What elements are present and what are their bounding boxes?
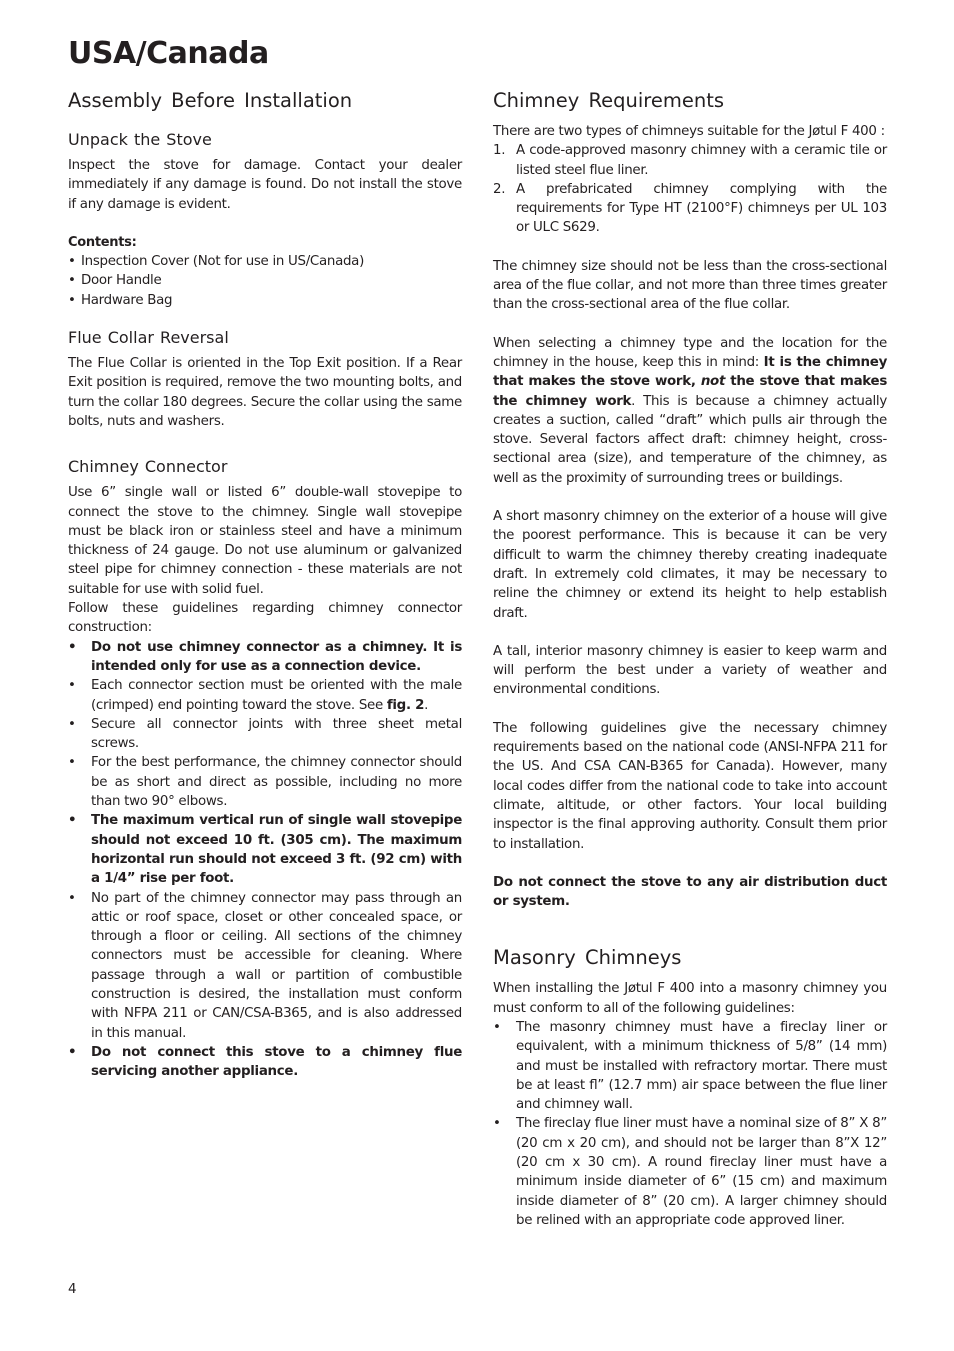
list-item: • Each connector section must be oriented with the male (crimped) end pointing toward the stove. See fig. 2. bbox=[68, 678, 462, 713]
section-title-masonry-chimneys: Masonry Chimneys bbox=[493, 946, 682, 970]
list-item: • The masonry chimney must have a fireclay liner or equivalent, with a minimum thickness of 5/8” (14 mm) and must be installed with refractory mortar. There must be at least ﬂ” (12.7 mm) air space between the flue liner and chimney wall. bbox=[493, 1019, 887, 1113]
list-item: • The fireclay flue liner must have a nominal size of 8” X 8” (20 cm x 20 cm), and should not be larger than 8”X 12” (20 cm x 30 cm). A round fireclay liner must have a minimum inside diameter of 6” (15 cm) and maximum inside diameter of 8” (20 cm). A larger chimney should be relined with an appropriate code approved liner. bbox=[493, 1116, 887, 1228]
connector-paragraph-1: Use 6” single wall or listed 6” double-wall stovepipe to connect the stove to the chimney. Single wall stovepipe must be black iron or stainless steel and have a minimum thickness of 24 gauge. Do not use aluminum or galvanized steel pipe for chimney connection - these materials are not suitable for use with solid fuel. bbox=[68, 485, 462, 597]
list-item: • Door Handle bbox=[68, 273, 162, 289]
unpack-text: Inspect the stove for damage. Contact your dealer immediately if any damage is found. Do not install the stove if any damage is evident. bbox=[68, 158, 462, 212]
list-item: • Inspection Cover (Not for use in US/Canada) bbox=[68, 254, 365, 270]
list-item: • For the best performance, the chimney connector should be as short and direct as possible, including no more than two 90° elbows. bbox=[68, 755, 462, 810]
list-item: • No part of the chimney connector may pass through an attic or roof space, closet or other concealed space, or through a floor or ceiling. All sections of the chimney connectors must be accessible for cleaning. Where passage through a wall or partition of combustible construction is desired, the installation must conform with NFPA 211 or CAN/CSA-B365, and is also addressed in this manual. bbox=[68, 890, 462, 1041]
list-item: • Secure all connector joints with three sheet metal screws. bbox=[68, 716, 462, 752]
tall-chimney-text: A tall, interior masonry chimney is easier to keep warm and will perform the best under a variety of weather and environmental conditions. bbox=[493, 643, 887, 698]
section-title-chimney-requirements: Chimney Requirements bbox=[493, 89, 725, 112]
list-item: • Hardware Bag bbox=[68, 292, 173, 308]
list-item: • Do not connect this stove to a chimney flue servicing another appliance. bbox=[68, 1044, 462, 1080]
chimney-types-list bbox=[493, 141, 887, 237]
contents-list bbox=[68, 252, 462, 310]
guidelines-text: The following guidelines give the necessary chimney requirements based on the national code (ANSI-NFPA 211 for the US. And CSA CAN-B365 for Canada). However, many local codes differ from the national code to take into account climate, altitude, or other factors. Your local building inspector is the final approving authority. Consult them prior to installation. bbox=[493, 720, 887, 852]
subheading-chimney-connector: Chimney Connector bbox=[68, 457, 228, 477]
left-column bbox=[68, 86, 462, 1081]
page-title: USA/Canada bbox=[68, 36, 269, 71]
chimney-size-text: The chimney size should not be less than the cross-sectional area of the flue collar, and not more than three times greater than the cross-sectional area of the flue collar. bbox=[493, 258, 887, 313]
contents-label: Contents: bbox=[68, 234, 137, 250]
requirements-intro: There are two types of chimneys suitable for the Jøtul F 400 : bbox=[493, 124, 885, 139]
right-column bbox=[493, 86, 887, 1230]
masonry-guidelines-list bbox=[493, 1018, 887, 1230]
flue-collar-text: The Flue Collar is oriented in the Top Exit position. If a Rear Exit position is required, remove the two mounting bolts, and turn the collar 180 degrees. Secure the collar using the same bolts, nuts and washers. bbox=[68, 356, 462, 429]
list-item: • The maximum vertical run of single wall stovepipe should not exceed 10 ft. (305 cm). The maximum horizontal run should not exceed 3 ft. (92 cm) with a 1/4” rise per foot. bbox=[68, 813, 462, 887]
connector-guidelines-list bbox=[68, 638, 462, 1082]
subheading-unpack: Unpack the Stove bbox=[68, 130, 212, 149]
figure-reference: fig. 2 bbox=[386, 697, 425, 713]
chimney-selection-text: When selecting a chimney type and the location for the chimney in the house, keep this in mind: It is the chimney that makes the stove work, not the stove that makes the chimney work. This is because a chimney actually creates a suction, called “draft” which pulls air through the stove. Several factors affect draft: chimney height, cross-sectional area (size), and temperature of the chimney, as well as the proximity of surrounding trees or buildings. bbox=[493, 335, 888, 486]
list-item: • Do not use chimney connector as a chimney. It is intended only for use as a connection device. bbox=[68, 639, 462, 674]
subheading-flue-collar: Flue Collar Reversal bbox=[68, 328, 229, 348]
list-item: 2. A prefabricated chimney complying with the requirements for Type HT (2100°F) chimneys per UL 103 or ULC S629. bbox=[493, 181, 887, 236]
air-duct-warning: Do not connect the stove to any air distribution duct or system. bbox=[493, 874, 887, 910]
connector-paragraph-2: Follow these guidelines regarding chimney connector construction: bbox=[68, 601, 462, 636]
short-chimney-text: A short masonry chimney on the exterior of a house will give the poorest performance. This is because it can be very difficult to warm the chimney thereby creating inadequate draft. In extremely cold climates, it may be necessary to reline the chimney or extend its height to help establish draft. bbox=[493, 509, 887, 621]
section-title-assembly: Assembly Before Installation bbox=[68, 89, 353, 112]
list-item: 1. A code-approved masonry chimney with a ceramic tile or listed steel flue liner. bbox=[493, 143, 887, 178]
masonry-intro: When installing the Jøtul F 400 into a masonry chimney you must conform to all of the following guidelines: bbox=[493, 981, 887, 1016]
page-number: 4 bbox=[68, 1282, 77, 1297]
